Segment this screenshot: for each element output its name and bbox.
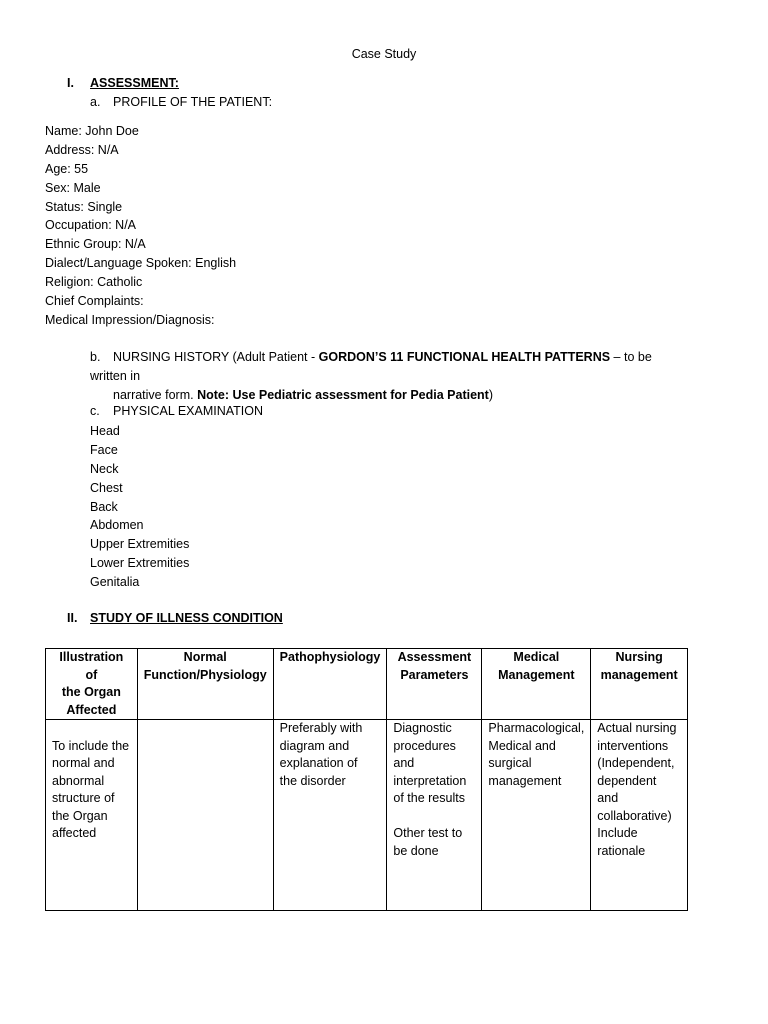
subsection-title: PROFILE OF THE PATIENT: xyxy=(113,95,273,109)
profile-name: Name: John Doe xyxy=(45,124,139,138)
header-medical-management xyxy=(482,649,591,720)
header-nursing-management xyxy=(591,649,688,720)
subsection-title: PHYSICAL EXAMINATION xyxy=(113,404,264,418)
cell-line: abnormal xyxy=(52,773,105,788)
history-note: Note: Use Pediatric assessment for Pedia Patient xyxy=(197,388,489,402)
header-line: Management xyxy=(498,667,575,682)
exam-item: Neck xyxy=(90,461,119,476)
profile-age: Age: 55 xyxy=(45,161,89,176)
exam-item: Genitalia xyxy=(90,575,140,590)
cell-line: dependent xyxy=(597,773,657,788)
patient-profile xyxy=(45,122,236,330)
header-assessment-parameters xyxy=(387,649,482,720)
subsection-letter: b. xyxy=(90,350,101,364)
header-line: Nursing xyxy=(615,650,663,664)
cell-line: Diagnostic xyxy=(393,721,452,735)
profile-sex: Sex: Male xyxy=(45,180,101,195)
nursing-history xyxy=(90,348,680,405)
physical-exam-heading xyxy=(90,404,263,418)
header-pathophysiology xyxy=(273,649,387,720)
profile-religion: Religion: Catholic xyxy=(45,275,143,290)
cell-line: of the results xyxy=(393,791,465,805)
profile-occupation: Occupation: N/A xyxy=(45,218,137,233)
header-line: Illustration of xyxy=(59,650,124,682)
table-row xyxy=(46,720,688,911)
cell-line: Include xyxy=(597,826,638,840)
profile-status: Status: Single xyxy=(45,199,123,214)
exam-item: Head xyxy=(90,424,120,438)
profile-diagnosis: Medical Impression/Diagnosis: xyxy=(45,312,215,327)
header-line: Normal xyxy=(183,650,227,664)
header-line: management xyxy=(600,667,678,682)
section-assessment-heading xyxy=(67,76,179,90)
subsection-letter: a. xyxy=(90,95,101,109)
cell-line: procedures xyxy=(393,738,456,753)
cell-medical-management xyxy=(482,720,591,911)
cell-line: and xyxy=(393,756,415,770)
profile-language: Dialect/Language Spoken: English xyxy=(45,256,237,271)
cell-line: rationale xyxy=(597,843,646,858)
section-numeral: II. xyxy=(67,611,78,625)
table-header-row xyxy=(46,649,688,720)
exam-item: Upper Extremities xyxy=(90,537,190,552)
cell-line: Actual nursing xyxy=(597,721,677,735)
history-text: ) xyxy=(488,388,494,402)
cell-line: (Independent, xyxy=(597,756,675,770)
header-line: Function/Physiology xyxy=(143,667,267,682)
history-emphasis: GORDON’S 11 FUNCTIONAL HEALTH PATTERNS xyxy=(318,350,611,364)
exam-item: Back xyxy=(90,499,118,514)
section-numeral: I. xyxy=(67,76,74,90)
profile-subheading xyxy=(90,95,272,109)
cell-line: interpretation xyxy=(393,773,467,788)
history-text: – to be written in xyxy=(90,350,652,383)
header-normal-function xyxy=(137,649,273,720)
cell-line: the Organ xyxy=(52,808,108,823)
profile-address: Address: N/A xyxy=(45,142,119,157)
header-illustration xyxy=(46,649,138,720)
cell-nursing-management xyxy=(591,720,688,911)
section-title: STUDY OF ILLNESS CONDITION xyxy=(90,611,283,625)
header-line: Medical xyxy=(513,650,560,664)
section-title: ASSESSMENT: xyxy=(90,76,179,90)
cell-line: Pharmacological, xyxy=(488,721,585,735)
cell-line: To include the xyxy=(52,738,130,753)
cell-pathophysiology xyxy=(273,720,387,911)
cell-line: be done xyxy=(393,843,439,858)
cell-assessment-parameters xyxy=(387,720,482,911)
illness-condition-table xyxy=(45,648,688,911)
history-text: NURSING HISTORY (Adult Patient - xyxy=(113,350,319,364)
cell-line: management xyxy=(488,773,562,788)
profile-ethnic-group: Ethnic Group: N/A xyxy=(45,237,146,252)
cell-line: diagram and xyxy=(279,738,350,753)
cell-normal-function xyxy=(137,720,273,911)
cell-line: Preferably with xyxy=(279,721,363,735)
cell-line: affected xyxy=(52,826,97,840)
section-illness-heading xyxy=(67,611,283,625)
cell-line: Medical and xyxy=(488,738,556,753)
exam-item: Lower Extremities xyxy=(90,556,190,571)
history-text: narrative form. xyxy=(113,388,198,402)
subsection-letter: c. xyxy=(90,404,100,418)
header-line: Affected xyxy=(66,702,117,717)
page-title: Case Study xyxy=(351,47,417,61)
cell-illustration xyxy=(46,720,138,911)
header-line: Assessment xyxy=(397,650,472,664)
header-line: Parameters xyxy=(400,667,469,682)
cell-line: structure of xyxy=(52,791,115,805)
cell-line: collaborative) xyxy=(597,808,672,823)
exam-item: Chest xyxy=(90,480,123,495)
exam-item: Abdomen xyxy=(90,518,144,533)
cell-line: Other test to xyxy=(393,826,463,840)
exam-item: Face xyxy=(90,442,118,457)
cell-line: and xyxy=(597,791,619,805)
cell-line: surgical xyxy=(488,756,532,770)
physical-exam-list xyxy=(90,422,189,592)
cell-line: explanation of xyxy=(279,756,358,770)
header-line: the Organ xyxy=(61,685,121,699)
profile-chief-complaints: Chief Complaints: xyxy=(45,294,144,309)
cell-line: interventions xyxy=(597,738,669,753)
cell-line: the disorder xyxy=(279,773,346,788)
header-line: Pathophysiology xyxy=(279,650,381,664)
cell-line: normal and xyxy=(52,756,115,770)
